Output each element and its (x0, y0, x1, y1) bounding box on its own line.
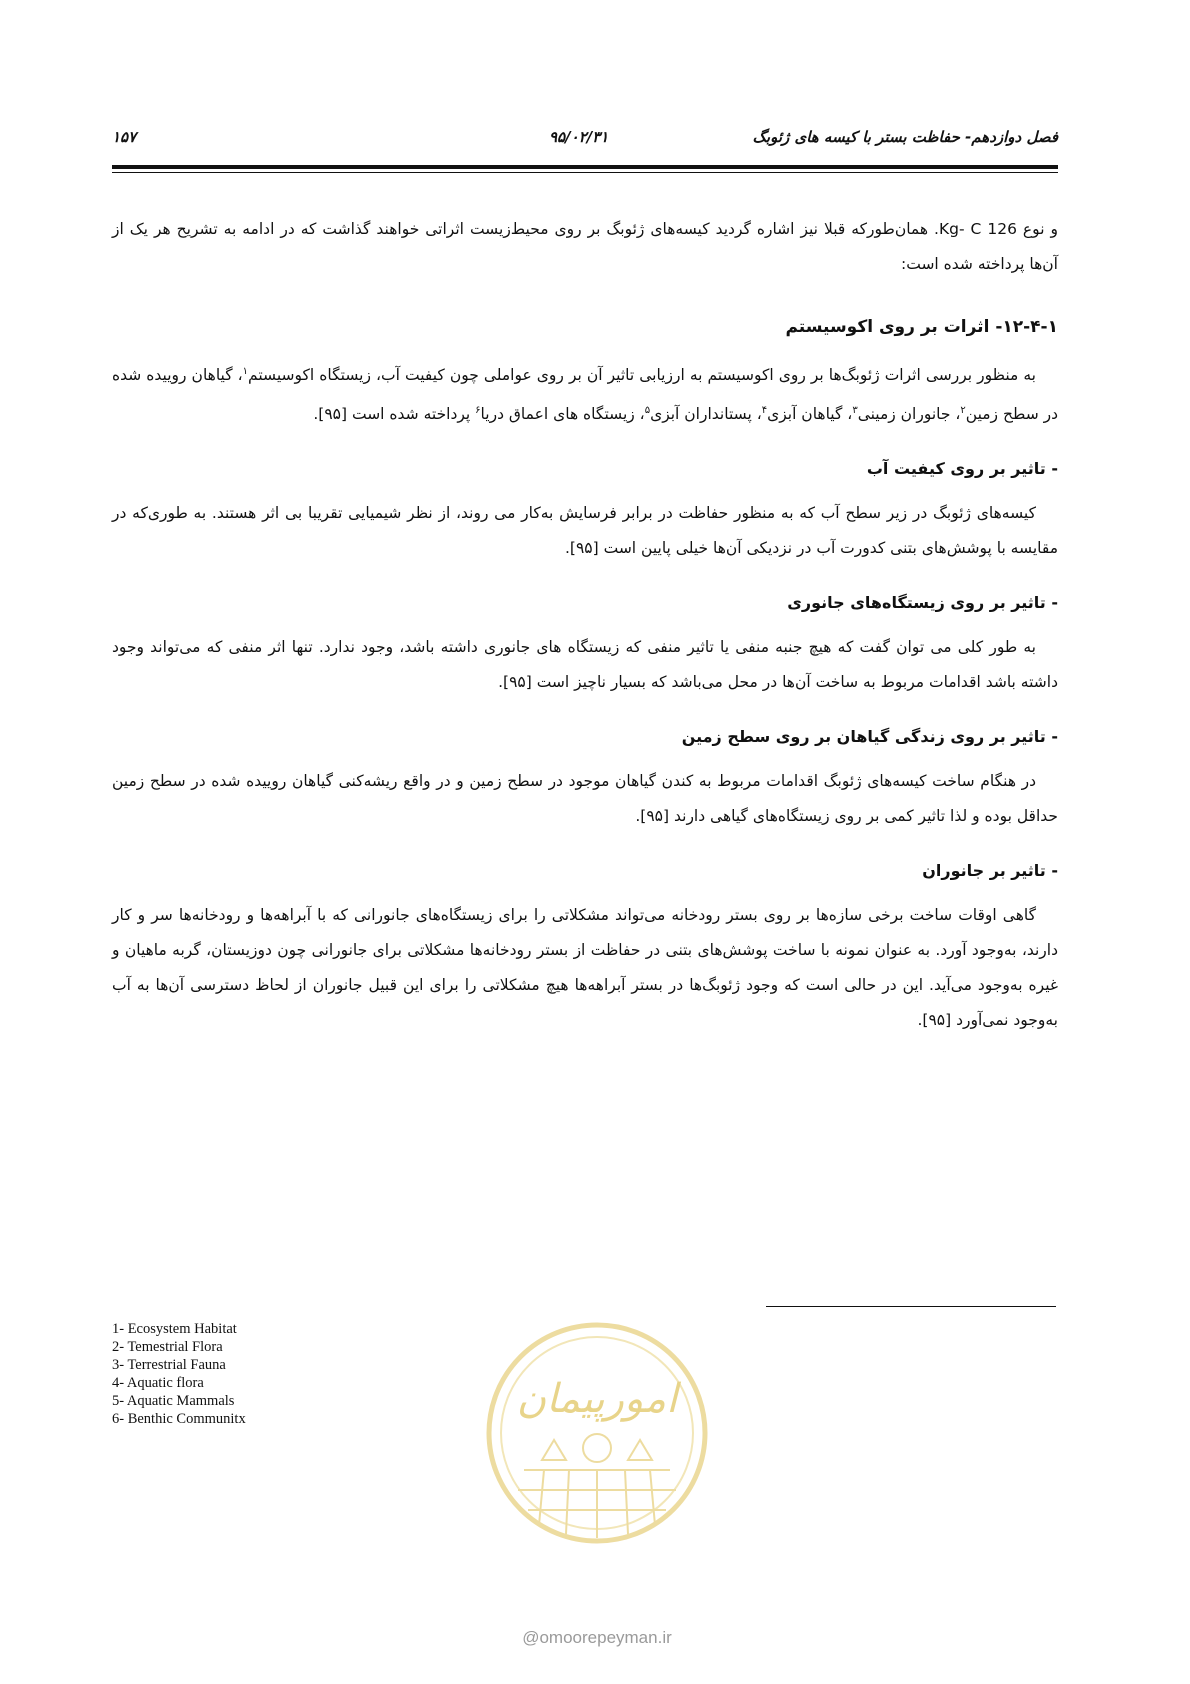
paragraph-water-quality: کیسه‌های ژئوبگ در زیر سطح آب که به منظور حفاظت در برابر فرسایش به‌کار می روند، از نظر شیمیایی تقریبا بی اثر هستند. به طوری‌که در مقایسه با پوشش‌های بتنی کدورت آب در نزدیکی آن‌ها خیلی پایین است [۹۵]. (112, 504, 1058, 558)
section-heading: ۱۲-۴-۱- اثرات بر روی اکوسیستم (785, 317, 1058, 337)
svg-text:امورپیمان: امورپیمان (516, 1376, 678, 1422)
page-header (112, 128, 1058, 152)
paragraph-plant-life: در هنگام ساخت کیسه‌های ژئوبگ اقدامات مربوط به کندن گیاهان موجود در سطح زمین و در واقع ریشه‌کنی گیاهان روییده شده در سطح زمین حداقل بوده و لذا تاثیر کمی بر روی زیستگاه‌های گیاهی دارند [۹۵]. (112, 772, 1058, 826)
page-number: ۱۵۷ (112, 128, 137, 146)
paragraph-animal-habitats: به طور کلی می توان گفت که هیچ جنبه منفی یا تاثیر منفی که زیستگاه های جانوری داشته باشد، وجود ندارد. تنها اثر منفی که می‌تواند وجود داشته باشد اقدامات مربوط به ساخت آن‌ها در محل می‌باشد که بسیار ناچیز است [۹۵]. (112, 638, 1058, 692)
page-body (112, 212, 1058, 1038)
watermark-logo (484, 1320, 710, 1546)
subheading-animals: - تاثیر بر جانوران (922, 861, 1058, 881)
header-date: ۹۵/۰۲/۳۱ (549, 128, 609, 146)
header-rule-thick (112, 165, 1058, 169)
footnote-ref-6: ۶ (475, 405, 481, 417)
subheading-plant-life: - تاثیر بر روی زندگی گیاهان بر روی سطح زمین (681, 727, 1058, 747)
intro-paragraph: و نوع 126 Kg- C. همان‌طورکه قبلا نیز اشاره گردید کیسه‌های ژئوبگ بر روی محیط‌زیست اثراتی خواهند گذاشت که در ادامه به تشریح هر یک از آن‌ها پرداخته شده است: (112, 220, 1058, 273)
footnote-3: 3- Terrestrial Fauna (112, 1357, 226, 1373)
footnote-4: 4- Aquatic flora (112, 1375, 204, 1391)
watermark-site: @omoorepeyman.ir (522, 1628, 672, 1647)
footnotes (112, 1320, 246, 1428)
footnote-ref-1: ۱ (242, 366, 249, 377)
chapter-title: فصل دوازدهم- حفاظت بستر با کیسه های ژئوبگ (752, 128, 1058, 146)
header-rule-thin (112, 172, 1058, 173)
footnote-6: 6- Benthic Communitx (112, 1411, 246, 1427)
paragraph-animals: گاهی اوقات ساخت برخی سازه‌ها بر روی بستر رودخانه می‌تواند مشکلاتی را برای زیستگاه‌های جانورانی که با آبراهه‌ها و رودخانه‌ها سر و کار دارند، به‌وجود آورد. به عنوان نمونه با ساخت پوشش‌های بتنی در حفاظت از بستر رودخانه‌ها مشکلاتی برای جانورانی چون دوزیستان، گربه ماهیان و غیره به‌وجود می‌آید. این در حالی است که وجود ژئوبگ‌ها در بستر آبراهه‌ها هیچ مشکلاتی را برای این قبیل جانوران از لحاظ دسترسی آن‌ها به آب به‌وجود نمی‌آورد [۹۵]. (112, 906, 1058, 1030)
subheading-water-quality: - تاثیر بر روی کیفیت آب (866, 459, 1058, 479)
section-paragraph: به منظور بررسی اثرات ژئوبگ‌ها بر روی اکوسیستم به ارزیابی تاثیر آن بر روی عواملی چون کیفیت آب، زیستگاه اکوسیستم$^۱$، گیاهان روییده شده در سطح زمین$^۲$، جانوران زمینی$^۳$، گیاهان آبزی$^۴$، پستانداران آبزی$^۵$، زیستگاه های اعماق دریا$^۶$ پرداخته شده است [۹۵]. (112, 366, 1058, 424)
footnote-2: 2- Temestrial Flora (112, 1339, 223, 1355)
subheading-animal-habitats: - تاثیر بر روی زیستگاه‌های جانوری (787, 593, 1058, 613)
footnote-ref-3: ۳ (852, 405, 858, 417)
footnote-separator (766, 1306, 1056, 1307)
footnote-ref-5: ۵ (644, 405, 651, 417)
footnote-5: 5- Aquatic Mammals (112, 1393, 235, 1409)
footnote-1: 1- Ecosystem Habitat (112, 1321, 237, 1337)
footnote-ref-2: ۲ (960, 405, 966, 417)
footnote-ref-4: ۴ (761, 405, 768, 417)
